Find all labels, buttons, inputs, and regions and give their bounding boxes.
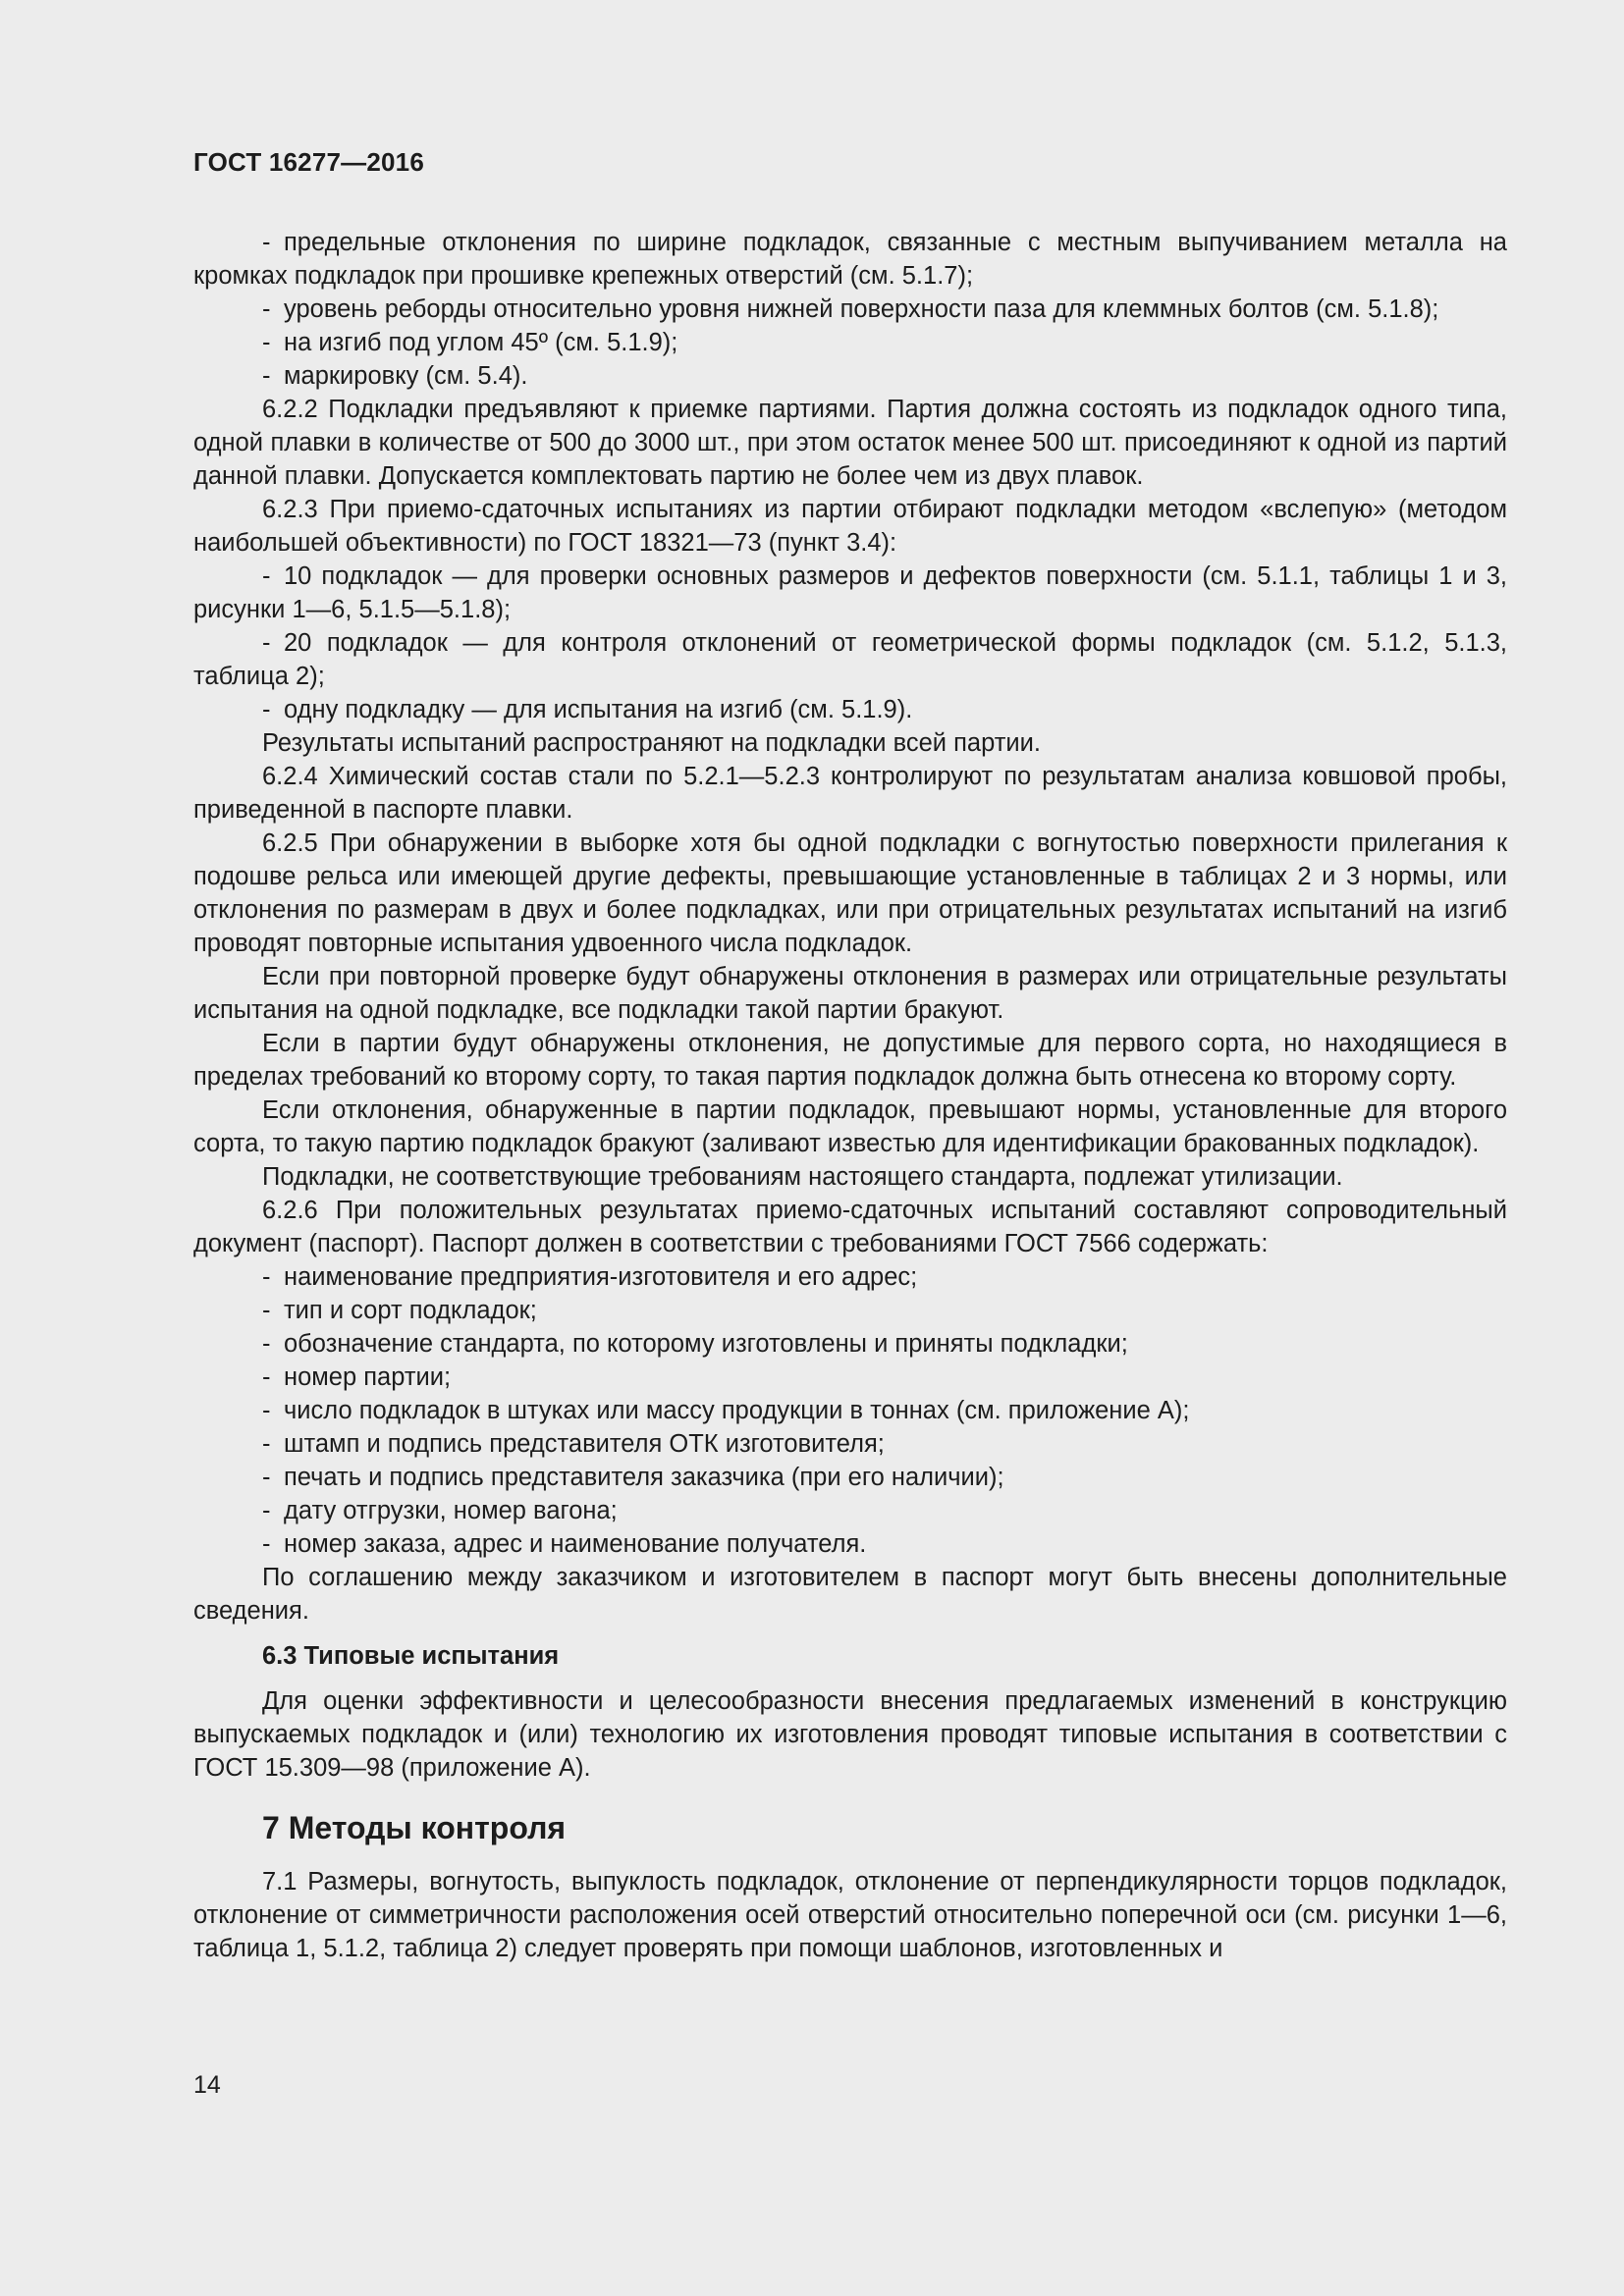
- list-dash: -: [262, 1330, 271, 1358]
- list-item-text: дату отгрузки, номер вагона;: [284, 1497, 618, 1524]
- list-item: [193, 1527, 1507, 1561]
- list-dash: -: [262, 295, 271, 323]
- paragraph-6-2-6: 6.2.6 При положительных результатах приемо-сдаточных испытаний составляют сопроводительный документ (паспорт). Паспорт должен в соответствии с требованиями ГОСТ 7566 содержать:: [193, 1197, 1507, 1257]
- list-item: [193, 226, 1507, 293]
- list-item: [193, 1494, 1507, 1527]
- list-item: [193, 560, 1507, 626]
- paragraph: Если в партии будут обнаружены отклонения, не допустимые для первого сорта, но находящиеся в пределах требований ко второму сорту, то такая партия подкладок должна быть отнесена ко второму сорту.: [193, 1030, 1507, 1091]
- list-item: [193, 1427, 1507, 1461]
- paragraph: Подкладки, не соответствующие требованиям настоящего стандарта, подлежат утилизации.: [262, 1163, 1343, 1191]
- list-item-text: номер партии;: [284, 1363, 452, 1391]
- list-dash: -: [262, 696, 271, 723]
- subsection-heading-6-3: 6.3 Типовые испытания: [262, 1642, 560, 1670]
- paragraph-6-2-5: 6.2.5 При обнаружении в выборке хотя бы одной подкладки с вогнутостью поверхности прилегания к подошве рельса или имеющей другие дефекты, превышающие установленные в таблицах 2 и 3 нормы, или отклонения по размерам в двух и более подкладках, или при отрицательных результатах испытаний на изгиб проводят повторные испытания удвоенного числа подкладок.: [193, 829, 1507, 957]
- paragraph-6-2-3: 6.2.3 При приемо-сдаточных испытаниях из партии отбирают подкладки методом «вслепую» (методом наибольшей объективности) по ГОСТ 18321—73 (пункт 3.4):: [193, 496, 1507, 557]
- list-item: [193, 1361, 1507, 1394]
- paragraph: Результаты испытаний распространяют на подкладки всей партии.: [262, 729, 1041, 757]
- page-body: [193, 226, 1507, 1965]
- list-item-text: наименование предприятия-изготовителя и его адрес;: [284, 1263, 918, 1291]
- paragraph-7-1: 7.1 Размеры, вогнутость, выпуклость подкладок, отклонение от перпендикулярности торцов подкладок, отклонение от симметричности расположения осей отверстий относительно поперечной оси (см. рисунки 1—6, таблица 1, 5.1.2, таблица 2) следует проверять при помощи шаблонов, изготовленных и: [193, 1868, 1507, 1962]
- list-item-text: маркировку (см. 5.4).: [284, 362, 528, 390]
- paragraph-6-3: Для оценки эффективности и целесообразности внесения предлагаемых изменений в конструкцию выпускаемых подкладок и (или) технологию их изготовления проводят типовые испытания в соответствии с ГОСТ 15.309—98 (приложение А).: [193, 1687, 1507, 1782]
- list-item-text: 20 подкладок — для контроля отклонений от геометрической формы подкладок (см. 5.1.2, 5.1.3, таблица 2);: [193, 629, 1507, 690]
- list-dash: -: [262, 362, 271, 390]
- list-dash: -: [262, 229, 271, 256]
- list-item-text: уровень реборды относительно уровня нижней поверхности паза для клеммных болтов (см. 5.1.8);: [284, 295, 1439, 323]
- list-item: [193, 359, 1507, 393]
- list-dash: -: [262, 1263, 271, 1291]
- list-item: [193, 1294, 1507, 1327]
- paragraph: По соглашению между заказчиком и изготовителем в паспорт могут быть внесены дополнительные сведения.: [193, 1564, 1507, 1625]
- paragraph-6-2-4: 6.2.4 Химический состав стали по 5.2.1—5.2.3 контролируют по результатам анализа ковшовой пробы, приведенной в паспорте плавки.: [193, 763, 1507, 824]
- list-dash: -: [262, 1530, 271, 1558]
- section-heading-7: 7 Методы контроля: [262, 1810, 567, 1845]
- list-dash: -: [262, 562, 271, 590]
- paragraph: Если отклонения, обнаруженные в партии подкладок, превышают нормы, установленные для второго сорта, то такую партию подкладок бракуют (заливают известью для идентификации бракованных подкладок).: [193, 1096, 1507, 1157]
- list-dash: -: [262, 1464, 271, 1491]
- list-item-text: штамп и подпись представителя ОТК изготовителя;: [284, 1430, 885, 1458]
- list-item: [193, 1260, 1507, 1294]
- list-dash: -: [262, 629, 271, 657]
- list-item: [193, 1461, 1507, 1494]
- list-item-text: печать и подпись представителя заказчика (при его наличии);: [284, 1464, 1004, 1491]
- list-item: [193, 626, 1507, 693]
- list-item: [193, 693, 1507, 726]
- list-dash: -: [262, 329, 271, 356]
- list-item: [193, 293, 1507, 326]
- list-item-text: на изгиб под углом 45º (см. 5.1.9);: [284, 329, 678, 356]
- list-item-text: число подкладок в штуках или массу продукции в тоннах (см. приложение А);: [284, 1397, 1190, 1424]
- list-item: [193, 1327, 1507, 1361]
- list-item-text: номер заказа, адрес и наименование получателя.: [284, 1530, 867, 1558]
- list-item-text: обозначение стандарта, по которому изготовлены и приняты подкладки;: [284, 1330, 1128, 1358]
- list-item-text: тип и сорт подкладок;: [284, 1297, 537, 1324]
- list-item: [193, 1394, 1507, 1427]
- list-item: [193, 326, 1507, 359]
- list-dash: -: [262, 1397, 271, 1424]
- list-dash: -: [262, 1430, 271, 1458]
- paragraph-6-2-2: 6.2.2 Подкладки предъявляют к приемке партиями. Партия должна состоять из подкладок одного типа, одной плавки в количестве от 500 до 3000 шт., при этом остаток менее 500 шт. присоединяют к одной из партий данной плавки. Допускается комплектовать партию не более чем из двух плавок.: [193, 396, 1507, 490]
- paragraph: Если при повторной проверке будут обнаружены отклонения в размерах или отрицательные результаты испытания на одной подкладке, все подкладки такой партии бракуют.: [193, 963, 1507, 1024]
- list-item-text: предельные отклонения по ширине подкладок, связанные с местным выпучиванием металла на кромках подкладок при прошивке крепежных отверстий (см. 5.1.7);: [193, 229, 1507, 290]
- page-number: 14: [193, 2071, 221, 2099]
- list-dash: -: [262, 1363, 271, 1391]
- document-header-id: ГОСТ 16277—2016: [193, 147, 424, 177]
- list-item-text: 10 подкладок — для проверки основных размеров и дефектов поверхности (см. 5.1.1, таблицы 1 и 3, рисунки 1—6, 5.1.5—5.1.8);: [193, 562, 1507, 623]
- list-dash: -: [262, 1497, 271, 1524]
- list-item-text: одну подкладку — для испытания на изгиб (см. 5.1.9).: [284, 696, 913, 723]
- list-dash: -: [262, 1297, 271, 1324]
